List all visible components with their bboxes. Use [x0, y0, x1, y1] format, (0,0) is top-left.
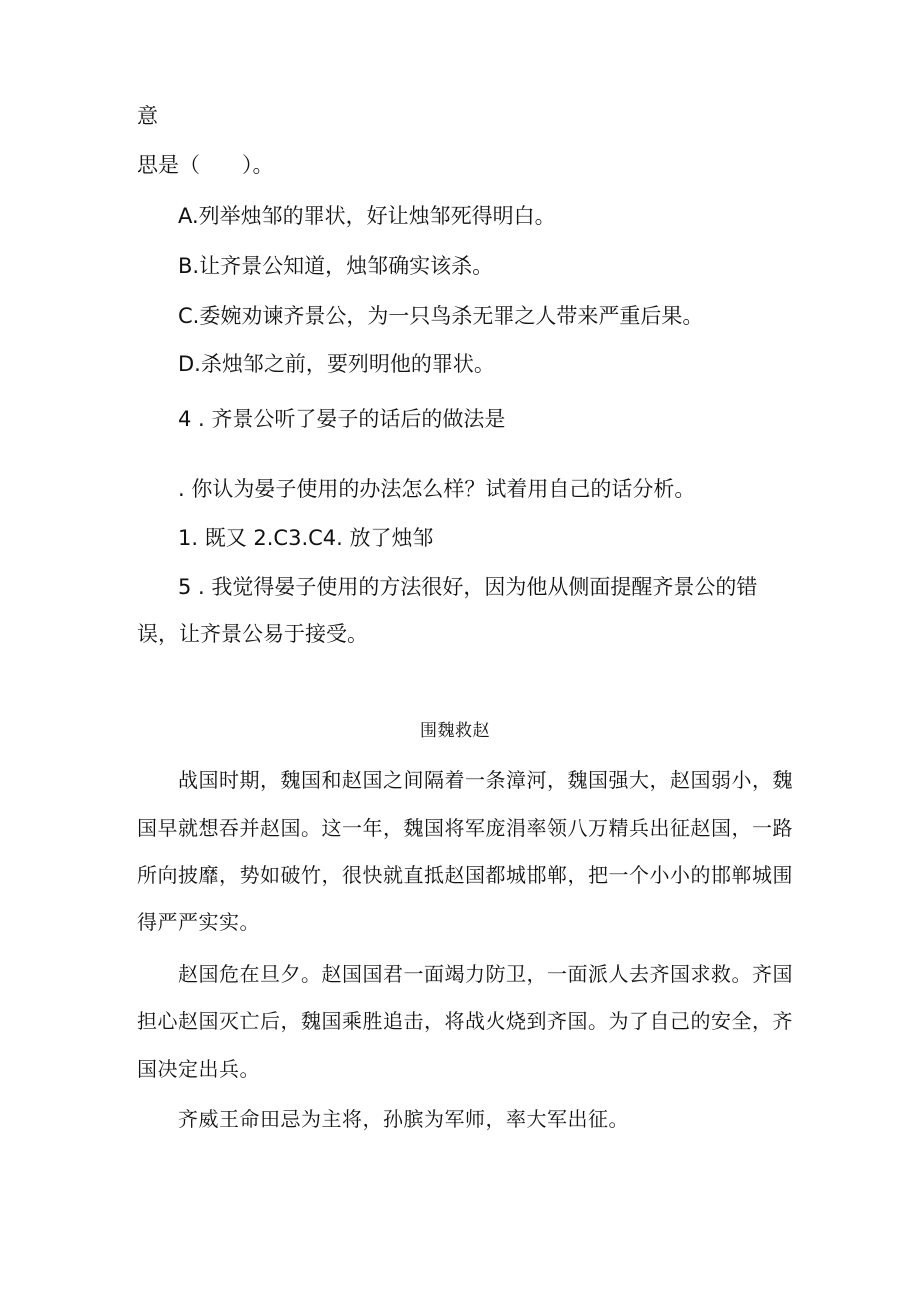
story-p3-line: 齐威王命田忌为主将，孙膑为军师，率大军出征。 — [178, 1107, 629, 1131]
story-p1-line: 所向披靡，势如破竹，很快就直抵赵国都城邯郸，把一个小小的邯郸城围 — [137, 863, 793, 887]
story-p2-line: 赵国危在旦夕。赵国国君一面竭力防卫，一面派人去齐国求救。齐国 — [178, 962, 793, 986]
story-p2-line: 担心赵国灭亡后，魏国乘胜追击，将战火烧到齐国。为了自己的安全，齐 — [137, 1009, 793, 1033]
option-b: B.让齐景公知道，烛邹确实该杀。 — [178, 254, 494, 278]
question-5: . 你认为晏子使用的办法怎么样？试着用自己的话分析。 — [178, 477, 696, 501]
question-4: 4 . 齐景公听了晏子的话后的做法是 — [178, 407, 506, 431]
story-title: 围魏救赵 — [420, 721, 490, 741]
story-p1-line: 战国时期，魏国和赵国之间隔着一条漳河，魏国强大，赵国弱小，魏 — [178, 768, 793, 792]
option-c: C.委婉劝谏齐景公，为一只鸟杀无罪之人带来严重后果。 — [178, 304, 704, 328]
answer-5-line1: 5 . 我觉得晏子使用的方法很好，因为他从侧面提醒齐景公的错 — [178, 575, 758, 599]
story-p2-line: 国决定出兵。 — [137, 1057, 260, 1081]
answer-5-line2: 误，让齐景公易于接受。 — [137, 622, 368, 646]
q3-tail-line1: 意 — [137, 104, 158, 128]
option-d: D.杀烛邹之前，要列明他的罪状。 — [178, 352, 495, 376]
q3-tail-line2: 思是（ ）。 — [137, 153, 274, 177]
option-a: A.列举烛邹的罪状，好让烛邹死得明白。 — [178, 204, 556, 228]
story-p1-line: 国早就想吞并赵国。这一年，魏国将军庞涓率领八万精兵出征赵国，一路 — [137, 816, 793, 840]
answer-1-4: 1. 既又 2.C3.C4. 放了烛邹 — [178, 526, 434, 550]
story-p1-line: 得严严实实。 — [137, 910, 260, 934]
